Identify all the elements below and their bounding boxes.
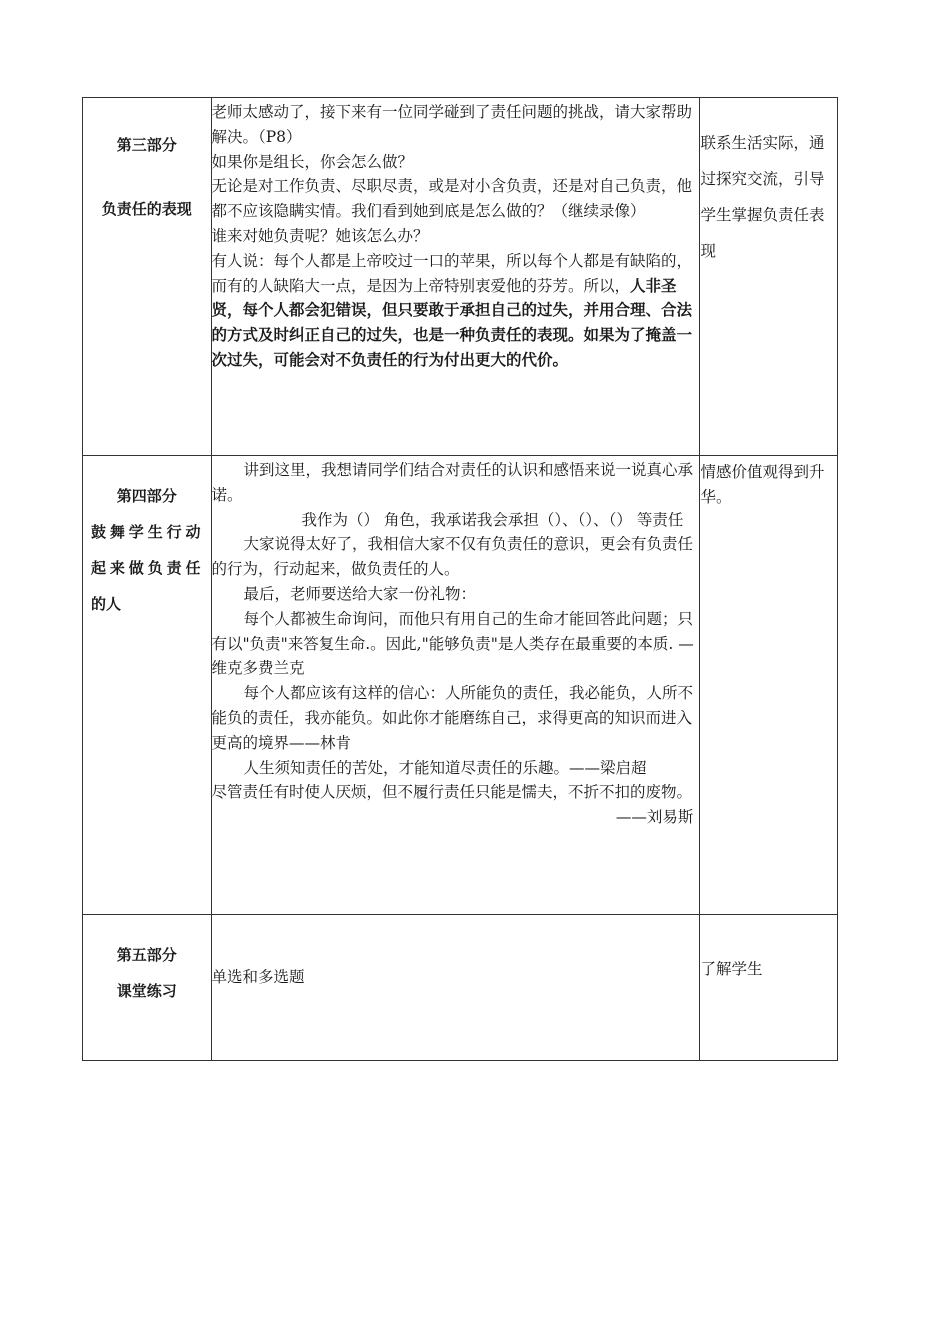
quote: 尽管责任有时使人厌烦，但不履行责任只能是懦夫，不折不扣的废物。 [211,783,693,802]
paragraph: 大家说得太好了，我相信大家不仅有负责任的意识，更会有负责任的行为，行动起来，做负责任的人。 [211,535,694,579]
note-cell-part-three [700,98,838,456]
table-row-part-five [83,915,838,1061]
quote: 每个人都应该有这样的信心：人所能负的责任，我必能负，人所不能负的责任，我亦能负。如此你才能磨练自己，求得更高的知识而进入更高的境界——林肯 [211,684,694,752]
section-subtitle-line: 的人 [91,595,122,613]
section-cell-part-four [83,456,212,915]
section-subtitle-line: 起来做负责任 [91,559,203,577]
paragraph [212,249,700,373]
section-cell-part-three [83,98,212,456]
section-title: 第三部分 [116,136,177,154]
paragraph: 讲到这里，我想请同学们结合对责任的认识和感悟来说一说真心承诺。 [211,461,694,504]
paragraph: 老师太感动了，接下来有一位同学碰到了责任问题的挑战，请大家帮助解决。（P8） [211,103,693,146]
section-subtitle-line: 鼓舞学生行动 [91,523,203,541]
section-title: 第五部分 [116,946,177,964]
section-cell-part-five [83,915,212,1061]
quote-attribution: ——刘易斯 [615,808,694,827]
quote: 人生须知责任的苦处，才能知道尽责任的乐趣。——梁启超 [243,758,647,777]
note-cell-part-five [700,915,838,1061]
paragraph: 无论是对工作负责、尽职尽责，或是对小含负责，还是对自己负责，他都不应该隐瞒实情。我们看到她到底是怎么做的？（继续录像） [211,177,693,221]
paragraph-lead: 有人说：每个人都是上帝咬过一口的苹果，所以每个人都是有缺陷的，而有的人缺陷大一点，是因为上帝特别衷爱他的芬芳。所以， [211,251,693,295]
teaching-note: 了解学生 [700,960,763,978]
teaching-note: 联系生活实际，通过探究交流，引导学生掌握负责任表现 [700,134,825,260]
note-cell-part-four [700,456,838,915]
content-cell-part-five [211,915,700,1061]
content-cell-part-four [211,456,700,915]
paragraph: 如果你是组长，你会怎么做？ [211,152,414,171]
paragraph: 单选和多选题 [211,968,305,986]
commitment-template: 我作为（） 角色，我承诺我会承担（）、（）、（） 等责任 [301,510,684,529]
quote: 每个人都被生命询问，而他只有用自己的生命才能回答此问题；只有以"负责"来答复生命.。因此,"能够负责"是人类存在最重要的本质. —维克多费兰克 [211,609,694,678]
section-subtitle: 负责任的表现 [101,200,192,218]
section-subtitle: 课堂练习 [116,982,177,1000]
emphasis-text: 人非圣贤，每个人都会犯错误，但只要敢于承担自己的过失，并用合理、合法的方式及时纠正自己的过失，也是一种负责任的表现。如果为了掩盖一次过失，可能会对不负责任的行为付出更大的代价。 [211,276,693,369]
lesson-plan-table [82,97,838,1061]
teaching-note: 情感价值观得到升华。 [700,463,825,506]
table-row-part-three [83,98,838,456]
content-cell-part-three [211,98,700,456]
paragraph: 最后，老师要送给大家一份礼物： [243,584,477,603]
paragraph: 谁来对她负责呢？她该怎么办？ [211,226,429,245]
table-row-part-four [83,456,838,915]
section-title: 第四部分 [116,487,177,505]
